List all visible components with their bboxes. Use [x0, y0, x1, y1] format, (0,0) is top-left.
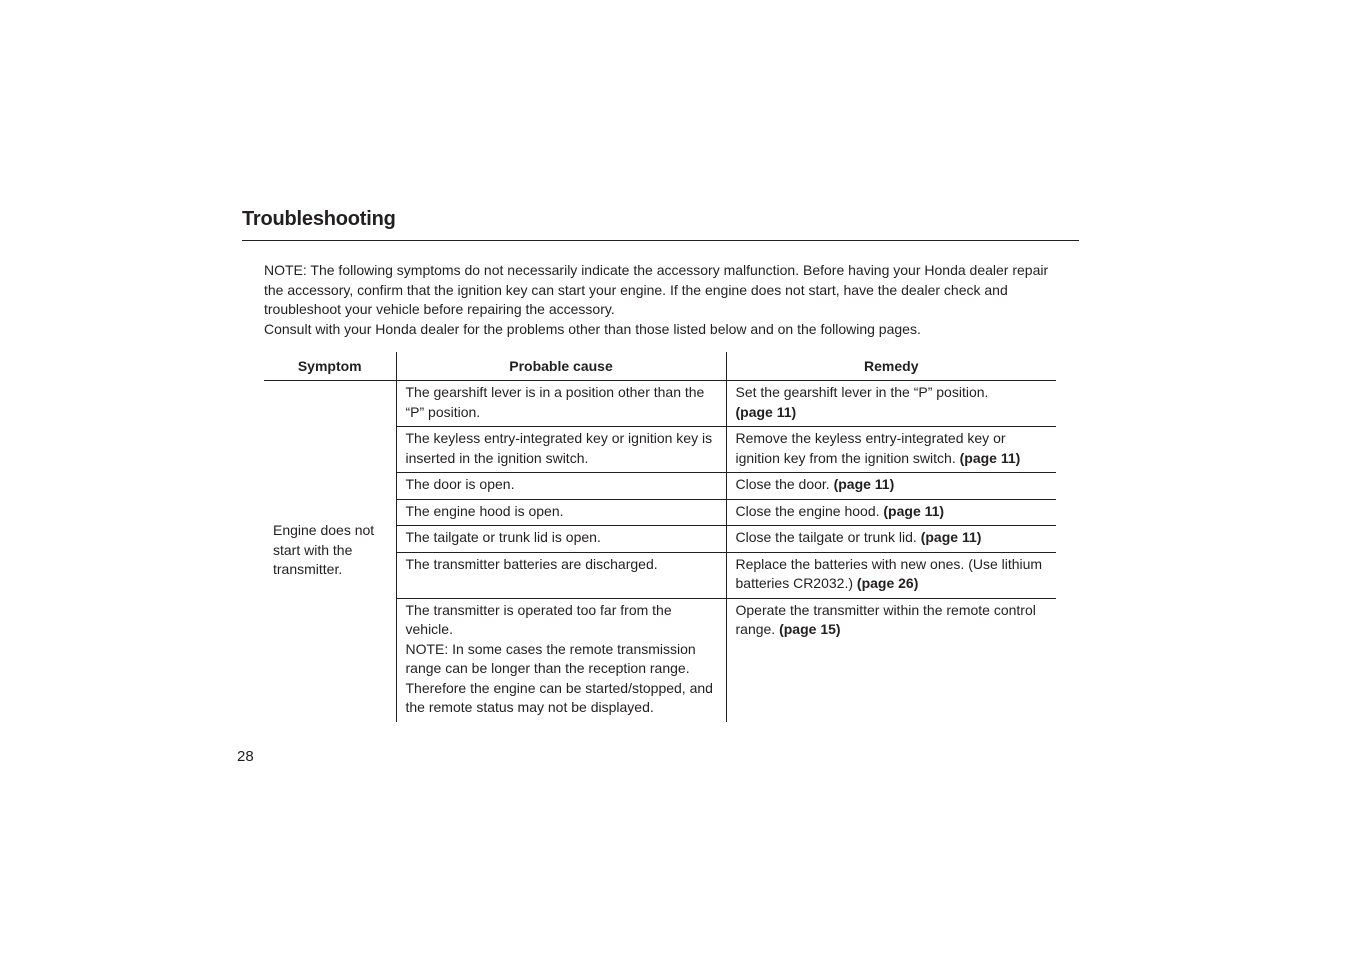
cause-cell: The tailgate or trunk lid is open.	[396, 526, 726, 553]
intro-note-text: NOTE: The following symptoms do not necessarily indicate the accessory malfunction. Before having your Honda dealer repair the accessory, confirm that the ignition key can start your engine. If the engine does not start, have the dealer check and troubleshoot your vehicle before repairing the accessory.	[264, 262, 1049, 317]
cause-cell: The gearshift lever is in a position other than the “P” position.	[396, 381, 726, 427]
page-reference: (page 15)	[779, 621, 841, 637]
cause-cell: The transmitter batteries are discharged.	[396, 552, 726, 598]
page-reference: (page 11)	[735, 403, 797, 420]
column-header-remedy: Remedy	[726, 352, 1056, 381]
remedy-text: Close the tailgate or trunk lid.	[735, 529, 917, 545]
remedy-cell	[726, 499, 1056, 526]
remedy-cell	[726, 598, 1056, 722]
remedy-text: Replace the batteries with new ones. (Use lithium batteries CR2032.)	[735, 555, 1043, 591]
remedy-text: Set the gearshift lever in the “P” position.	[735, 384, 989, 400]
remedy-cell	[726, 526, 1056, 553]
page-reference: (page 26)	[856, 575, 919, 591]
remedy-cell	[726, 473, 1056, 500]
page-number: 28	[237, 748, 254, 765]
cause-text: The transmitter is operated too far from the vehicle.	[405, 601, 672, 637]
troubleshooting-table	[264, 352, 1056, 722]
page-reference: (page 11)	[883, 502, 945, 519]
remedy-cell	[726, 552, 1056, 598]
remedy-text: Close the door.	[735, 476, 830, 492]
remedy-cell	[726, 381, 1056, 427]
cause-cell: The door is open.	[396, 473, 726, 500]
table-header-row	[264, 352, 1056, 381]
cause-cell	[396, 598, 726, 722]
remedy-text: Close the engine hood.	[735, 502, 880, 519]
column-header-cause: Probable cause	[396, 352, 726, 381]
remedy-text: Remove the keyless entry-integrated key or ignition key from the ignition switch.	[735, 430, 1006, 466]
page-title: Troubleshooting	[242, 208, 396, 230]
remedy-text: Operate the transmitter within the remote control range.	[735, 601, 1036, 637]
page-reference: (page 11)	[833, 476, 895, 492]
cause-cell: The keyless entry-integrated key or ignition key is inserted in the ignition switch.	[396, 427, 726, 473]
remedy-cell	[726, 427, 1056, 473]
table-row	[264, 381, 1056, 427]
intro-consult-text: Consult with your Honda dealer for the problems other than those listed below and on the following pages.	[264, 320, 921, 337]
page-reference: (page 11)	[959, 449, 1021, 466]
page-reference: (page 11)	[920, 529, 982, 545]
intro-note	[264, 261, 1064, 339]
title-divider	[242, 240, 1079, 241]
symptom-cell: Engine does not start with the transmitter.	[273, 522, 375, 577]
column-header-symptom: Symptom	[264, 352, 396, 381]
cause-note-text: NOTE: In some cases the remote transmission range can be longer than the reception range. Therefore the engine can be started/stopped, and the remote status may not be displayed.	[405, 640, 713, 715]
cause-cell: The engine hood is open.	[396, 499, 726, 526]
